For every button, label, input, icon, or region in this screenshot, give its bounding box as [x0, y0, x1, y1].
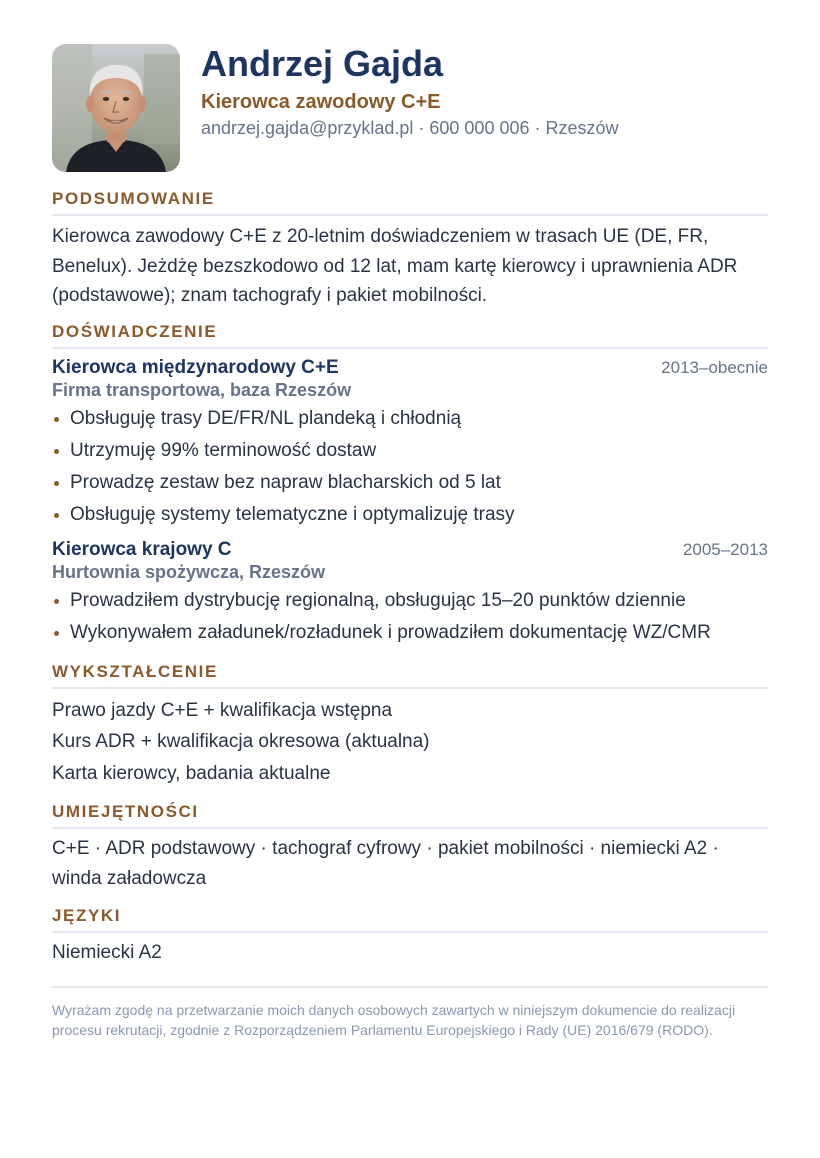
- job-role: Kierowca międzynarodowy C+E: [52, 356, 339, 378]
- profile-photo-image: [52, 44, 180, 172]
- summary-section: [52, 188, 768, 311]
- bullet-text: Prowadzę zestaw bez napraw blacharskich od 5 lat: [70, 471, 501, 493]
- bullet-text: Obsługuję trasy DE/FR/NL plandeką i chłodnią: [70, 407, 462, 429]
- bullet-item: [52, 617, 768, 649]
- education-item: Kurs ADR + kwalifikacja okresowa (aktualna): [52, 731, 430, 752]
- job-header: [52, 539, 768, 561]
- bullet-dot-icon: [54, 631, 59, 636]
- bullet-dot-icon: [54, 417, 59, 422]
- candidate-name: Andrzej Gajda: [201, 43, 444, 84]
- summary-heading: PODSUMOWANIE: [52, 188, 768, 216]
- skills-text: C+E · ADR podstawowy · tachograf cyfrowy · pakiet mobilności · niemiecki A2 · winda załadowcza: [52, 838, 719, 889]
- education-item: Karta kierowcy, badania aktualne: [52, 762, 331, 784]
- education-list: [52, 695, 768, 790]
- education-item: Prawo jazdy C+E + kwalifikacja wstępna: [52, 699, 393, 721]
- job-role: Kierowca krajowy C: [52, 538, 232, 560]
- job-dates: 2005–2013: [682, 539, 768, 559]
- job-company: Firma transportowa, baza Rzeszów: [52, 379, 352, 400]
- bullet-text: Prowadziłem dystrybucję regionalną, obsługując 15–20 punktów dziennie: [70, 589, 686, 611]
- bullet-dot-icon: [54, 513, 59, 518]
- header-text: [201, 44, 619, 140]
- skills-section: [52, 801, 768, 893]
- job-header: [52, 357, 768, 379]
- bullet-text: Wykonywałem załadunek/rozładunek i prowadziłem dokumentację WZ/CMR: [70, 621, 711, 643]
- skills-heading: UMIEJĘTNOŚCI: [52, 801, 768, 829]
- job-entry: [52, 357, 768, 531]
- languages-section: [52, 905, 768, 968]
- education-section: [52, 661, 768, 790]
- languages-heading: JĘZYKI: [52, 905, 768, 933]
- gdpr-consent-clause: Wyrażam zgodę na przetwarzanie moich danych osobowych zawartych w niniejszym dokumencie do realizacji procesu rekrutacji, zgodnie z Rozporządzeniem Parlamentu Europejskiego i Rady (UE) 2016/679 (RODO).: [52, 1001, 736, 1038]
- experience-section: [52, 321, 768, 649]
- bullet-text: Obsługuję systemy telematyczne i optymalizuję trasy: [70, 503, 515, 525]
- job-dates: 2013–obecnie: [661, 357, 768, 377]
- bullet-dot-icon: [54, 449, 59, 454]
- experience-heading: DOŚWIADCZENIE: [52, 321, 768, 349]
- job-entry: [52, 539, 768, 649]
- bullet-dot-icon: [54, 481, 59, 486]
- job-bullets: [52, 585, 768, 649]
- bullet-item: [52, 585, 768, 617]
- contact-line: andrzej.gajda@przyklad.pl · 600 000 006 · Rzeszów: [201, 118, 619, 138]
- bullet-item: [52, 435, 768, 467]
- bullet-item: [52, 467, 768, 499]
- job-company: Hurtownia spożywcza, Rzeszów: [52, 561, 326, 582]
- job-bullets: [52, 403, 768, 531]
- summary-text: Kierowca zawodowy C+E z 20-letnim doświadczeniem w trasach UE (DE, FR, Benelux). Jeżdżę bezszkodowo od 12 lat, mam kartę kierowcy i uprawnienia ADR (podstawowe); znam tachografy i pakiet mobilności.: [52, 226, 738, 306]
- bullet-item: [52, 403, 768, 435]
- job-title: Kierowca zawodowy C+E: [201, 91, 441, 113]
- profile-photo: [52, 44, 180, 172]
- bullet-item: [52, 499, 768, 531]
- education-heading: WYKSZTAŁCENIE: [52, 661, 768, 689]
- footer-divider: [52, 986, 768, 988]
- bullet-text: Utrzymuję 99% terminowość dostaw: [70, 439, 377, 461]
- resume-header: [52, 44, 768, 172]
- languages-text: Niemiecki A2: [52, 942, 162, 963]
- bullet-dot-icon: [54, 599, 59, 604]
